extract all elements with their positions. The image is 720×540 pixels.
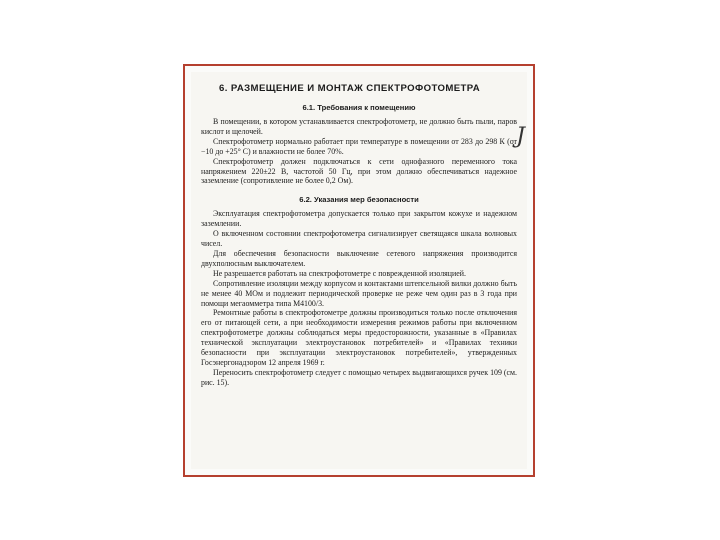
paragraph: Ремонтные работы в спектрофотометре должны производиться только после отключения его от питающей сети, а при необходимости измерения режимов работы при включенном спектрофотометре должны соблюдаться меры предосторожности, указанные в «Правилах технической эксплуатации электроустановок потребителей» и «Правилах техники безопасности при эксплуатации электроустановок потребителей», утвержденных Госэнергонадзором 12 апреля 1969 г. [201, 308, 517, 367]
paragraph: Для обеспечения безопасности выключение сетевого напряжения производится двухполюсным выключателем. [201, 248, 517, 268]
paragraph: Не разрешается работать на спектрофотометре с поврежденной изоляцией. [213, 268, 466, 278]
paragraph: Спектрофотометр должен подключаться к сети однофазного переменного тока напряжением 220±22 В, частотой 50 Гц, при этом должно обеспечиваться надежное заземление (сопротивление не более 0,2 Ом). [201, 156, 517, 186]
document-title: 6. РАЗМЕЩЕНИЕ И МОНТАЖ СПЕКТРОФОТОМЕТРА [219, 83, 481, 94]
document-frame [183, 64, 535, 477]
section-heading: 6.2. Указания мер безопасности [299, 195, 419, 205]
handwritten-mark: J [516, 124, 525, 149]
paragraph: Переносить спектрофотометр следует с помощью четырех выдвигающихся ручек 109 (см. рис. 15). [201, 367, 517, 387]
paragraph: Сопротивление изоляции между корпусом и контактами штепсельной вилки должно быть не менее 40 МОм и подлежит периодической проверке не реже чем один раз в 3 года при помощи мегаомметра типа М4100/3. [201, 278, 517, 308]
paragraph: Спектрофотометр нормально работает при температуре в помещении от 283 до 298 К (от −10 до +25° С) и влажности не более 70%. [201, 136, 517, 156]
document-page [191, 72, 527, 469]
paragraph: О включенном состоянии спектрофотометра сигнализирует светящаяся шкала волновых чисел. [201, 229, 517, 249]
section-heading: 6.1. Требования к помещению [302, 103, 416, 112]
paragraph: В помещении, в котором устанавливается спектрофотометр, не должно быть пыли, паров кислот и щелочей. [201, 117, 517, 136]
paragraph: Эксплуатация спектрофотометра допускается только при закрытом кожухе и надежном заземлении. [201, 209, 517, 229]
